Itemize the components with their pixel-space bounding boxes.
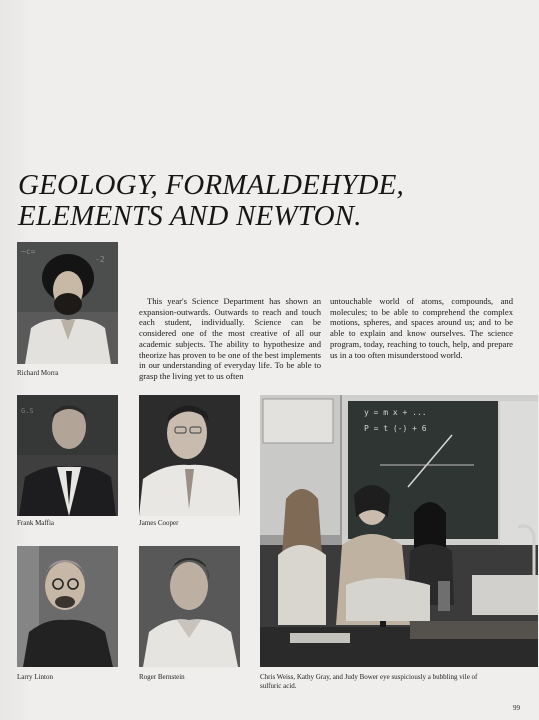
board-text-2: P = t (-) + 6 bbox=[364, 424, 427, 433]
portrait-richard-morra bbox=[17, 242, 118, 364]
board-text-1: y = m x + ... bbox=[364, 408, 427, 417]
page-headline bbox=[18, 170, 404, 232]
portrait-roger-bernstein bbox=[139, 546, 240, 667]
headline-line-2: ELEMENTS AND NEWTON. bbox=[18, 200, 362, 232]
page-number: 99 bbox=[513, 704, 520, 712]
caption-roger-bernstein: Roger Bernstein bbox=[139, 673, 185, 681]
svg-text:~c=: ~c= bbox=[21, 247, 36, 256]
caption-classroom: Chris Weiss, Kathy Gray, and Judy Bower eye suspiciously a bubbling vile of sulfuric acid. bbox=[260, 673, 478, 690]
caption-larry-linton: Larry Linton bbox=[17, 673, 53, 681]
caption-richard-morra: Richard Morra bbox=[17, 369, 59, 377]
article-column-2: untouchable world of atoms, compounds, and molecules; to be able to comprehend the complex motions, spheres, and spaces around us; and to be able to explain and know ourselves. The science program, today, reaching to touch, help, and prepare us in a too often misunderstood world. bbox=[330, 296, 513, 360]
headline-line-1: GEOLOGY, FORMALDEHYDE, bbox=[18, 169, 404, 201]
portrait-frank-maffia bbox=[17, 395, 118, 516]
caption-james-cooper: James Cooper bbox=[139, 519, 179, 527]
portrait-larry-linton bbox=[17, 546, 118, 667]
svg-text:-2: -2 bbox=[95, 255, 105, 264]
photo-classroom bbox=[260, 395, 538, 667]
svg-text:G.S: G.S bbox=[21, 407, 34, 415]
portrait-james-cooper bbox=[139, 395, 240, 516]
caption-frank-maffia: Frank Maffia bbox=[17, 519, 54, 527]
article-column-1: This year's Science Department has shown an expansion-outwards. Outwards to reach and touch each student, individually. Science can be considered one of the most creative of all our academic subjects. The ability to hypothesize and theorize has proven to be one of the best implements in our understanding of everyday life. To be able to grasp the living yet to us often bbox=[139, 296, 321, 381]
